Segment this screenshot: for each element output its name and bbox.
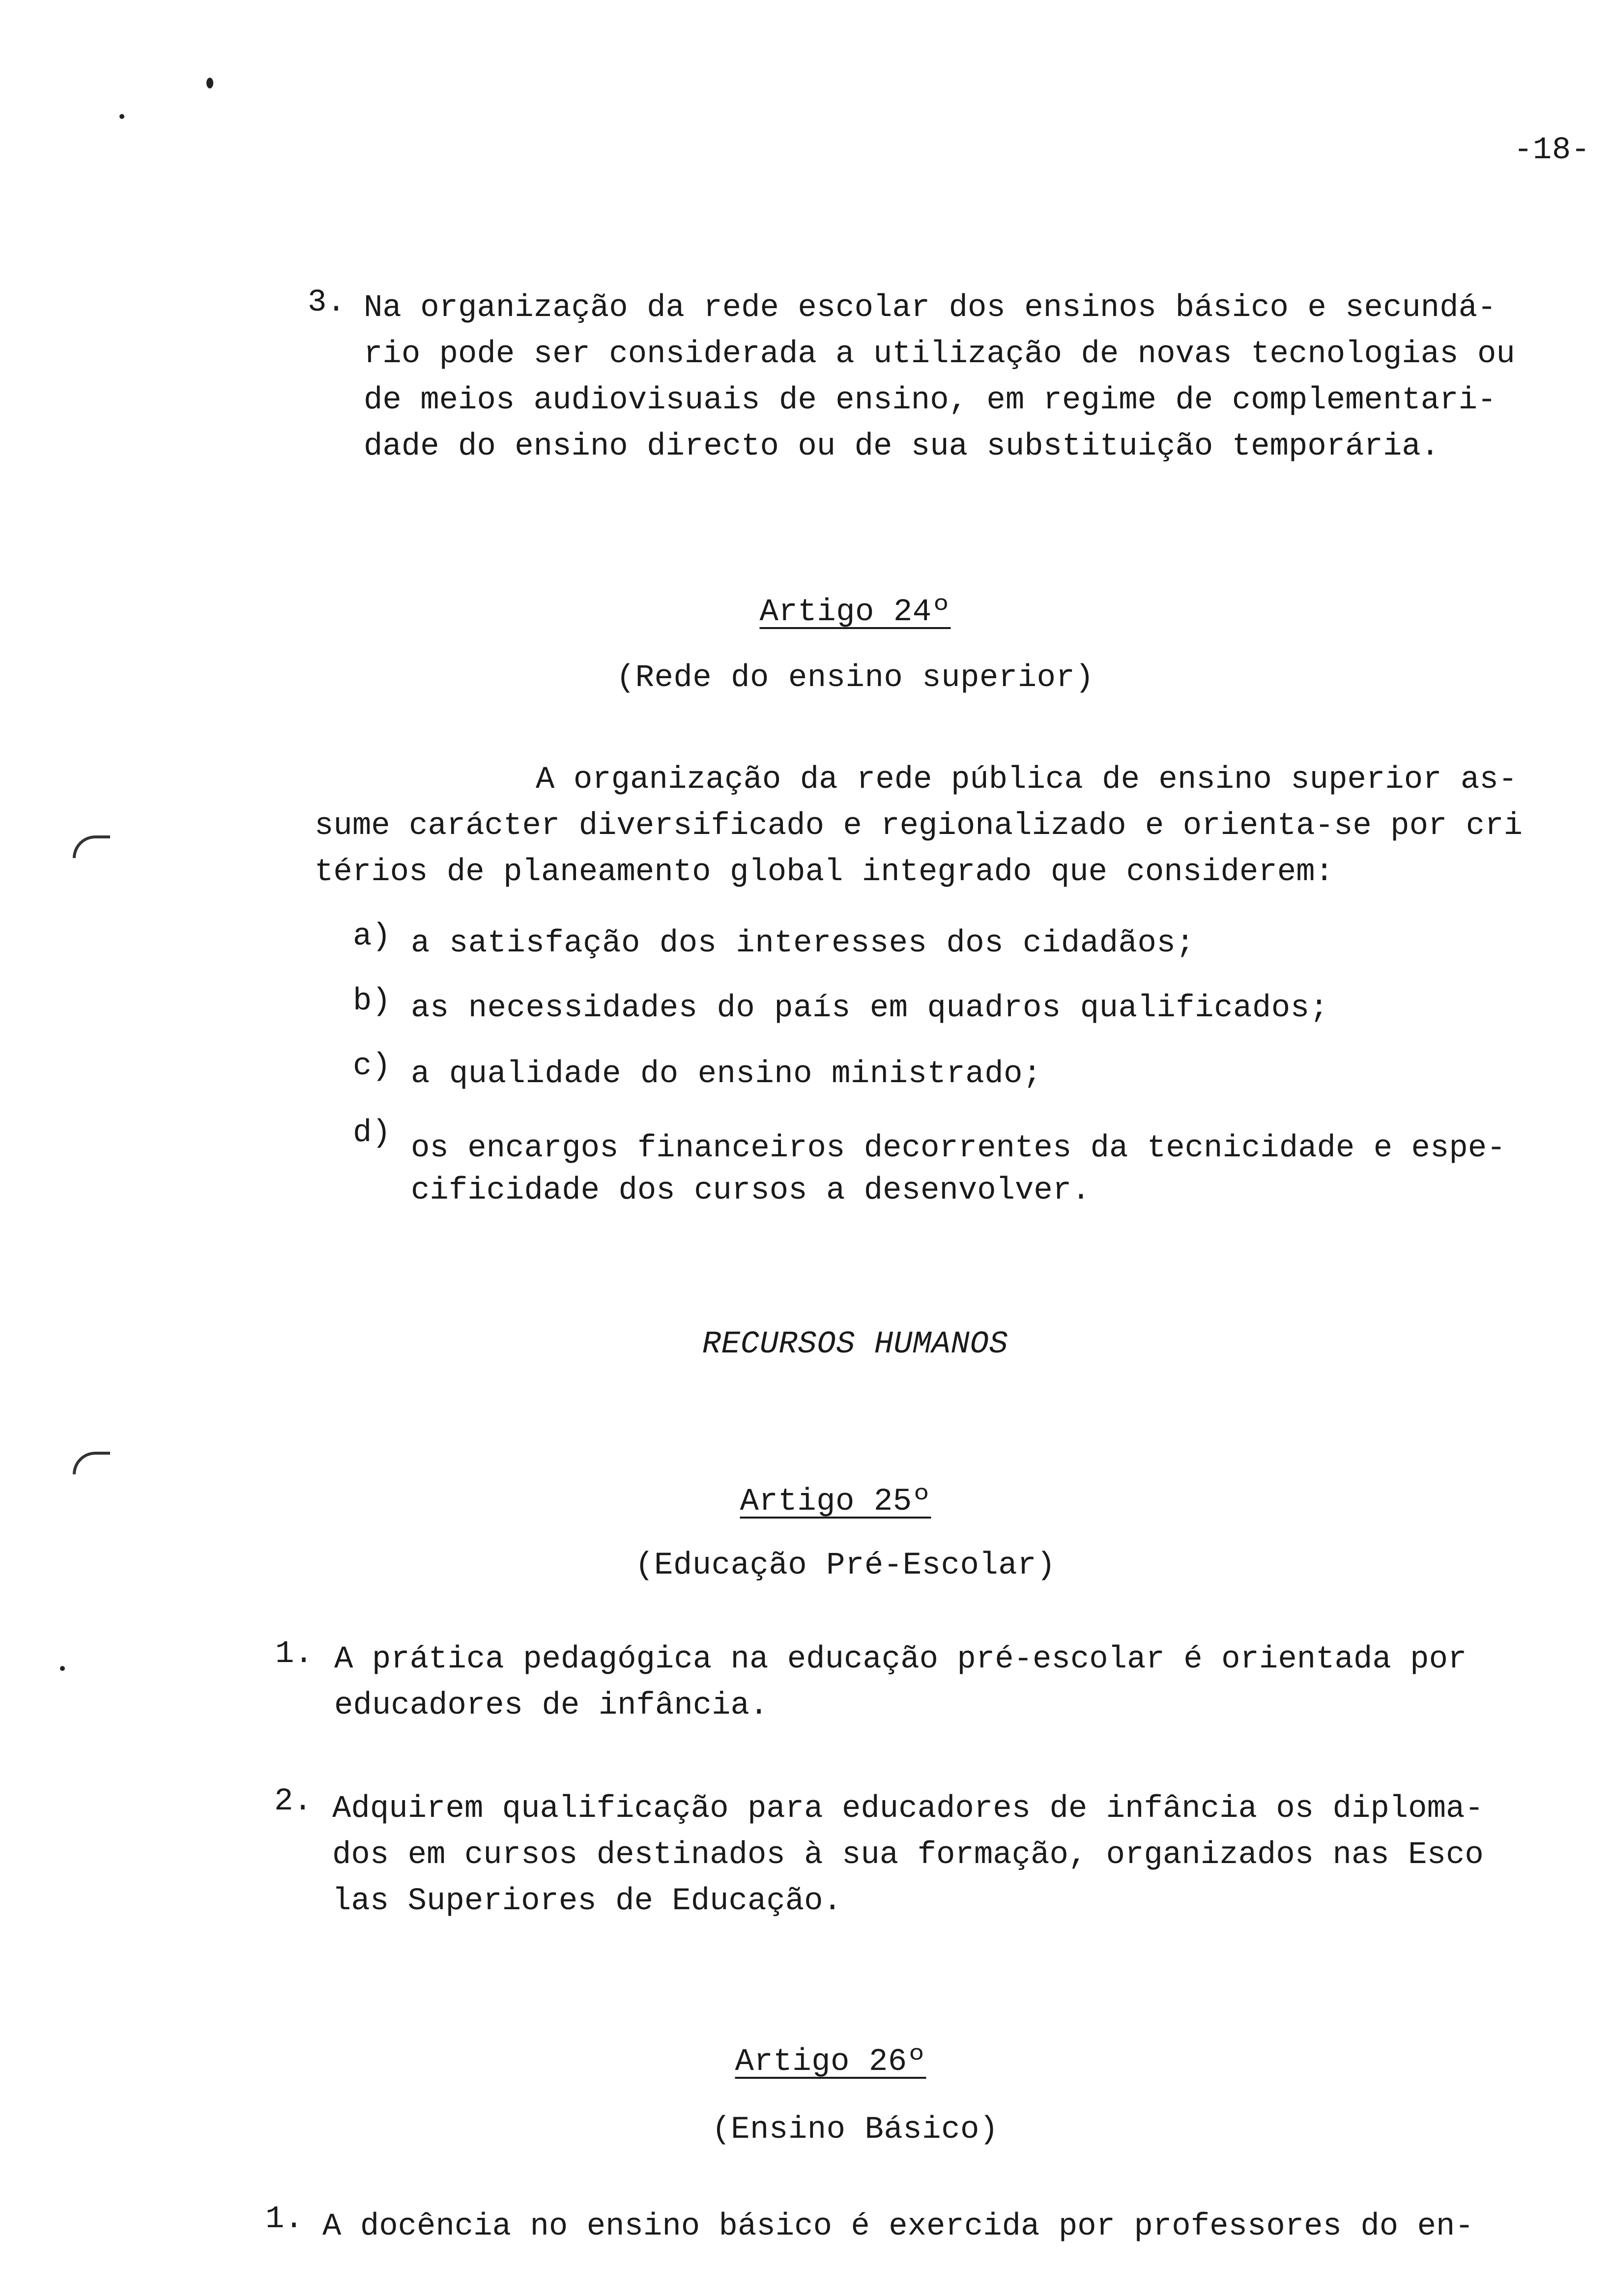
item-c-text: a qualidade do ensino ministrado; (411, 1057, 1042, 1092)
article-24-title: Artigo 24º (759, 595, 951, 630)
text-line: educadores de infância. (334, 1688, 769, 1723)
article-25-title: Artigo 25º (740, 1484, 931, 1520)
art26-para-1-number: 1. (265, 2202, 304, 2237)
item-b-text: as necessidades do país em quadros qualificados; (411, 991, 1329, 1026)
page-number: -18- (1514, 133, 1590, 168)
text-line: térios de planeamento global integrado que considerem: (315, 855, 1334, 890)
article-24-intro (315, 757, 1523, 895)
scan-mark (73, 835, 110, 858)
scan-speck (119, 114, 124, 119)
text-line: dade do ensino directo ou de sua substituição temporária. (364, 429, 1440, 464)
art26-para-1-text (322, 2204, 1474, 2250)
para-3-text (364, 285, 1515, 470)
text-line: Adquirem qualificação para educadores de infância os diploma- (332, 1791, 1484, 1827)
item-a-label: a) (353, 919, 391, 954)
text-line: A docência no ensino básico é exercida por professores do en- (322, 2209, 1474, 2244)
item-d-text (411, 1125, 1506, 1214)
art25-para-1-number: 1. (275, 1636, 314, 1672)
art25-para-2-text (332, 1786, 1484, 1924)
section-heading: RECURSOS HUMANOS (702, 1327, 1008, 1362)
art25-para-1-text (334, 1636, 1467, 1729)
article-25-subtitle: (Educação Pré-Escolar) (635, 1548, 1056, 1583)
para-3-number: 3. (308, 285, 346, 320)
text-line: de meios audiovisuais de ensino, em regime de complementari- (364, 383, 1497, 418)
art25-para-2-number: 2. (274, 1784, 313, 1819)
scan-speck (60, 1666, 65, 1671)
text-line: A prática pedagógica na educação pré-escolar é orientada por (334, 1642, 1467, 1677)
text-line: cificidade dos cursos a desenvolver. (411, 1173, 1091, 1208)
text-line: sume carácter diversificado e regionalizado e orienta-se por cri (315, 808, 1523, 844)
text-line: os encargos financeiros decorrentes da tecnicidade e espe- (411, 1131, 1506, 1166)
scan-mark (73, 1452, 110, 1474)
text-line: dos em cursos destinados à sua formação, organizados nas Esco (332, 1837, 1484, 1873)
text-line: las Superiores de Educação. (332, 1884, 842, 1919)
item-c-label: c) (353, 1049, 391, 1084)
scan-speck (206, 78, 213, 88)
item-a-text: a satisfação dos interesses dos cidadãos; (411, 926, 1195, 961)
item-d-label: d) (353, 1116, 391, 1151)
text-line: Na organização da rede escolar dos ensinos básico e secundá- (364, 290, 1497, 326)
article-26-title: Artigo 26º (735, 2044, 926, 2080)
text-line: A organização da rede pública de ensino superior as- (536, 762, 1518, 798)
article-24-subtitle: (Rede do ensino superior) (616, 660, 1094, 696)
item-b-label: b) (353, 984, 391, 1019)
article-26-subtitle: (Ensino Básico) (712, 2112, 999, 2148)
text-line: rio pode ser considerada a utilização de novas tecnologias ou (364, 337, 1515, 372)
